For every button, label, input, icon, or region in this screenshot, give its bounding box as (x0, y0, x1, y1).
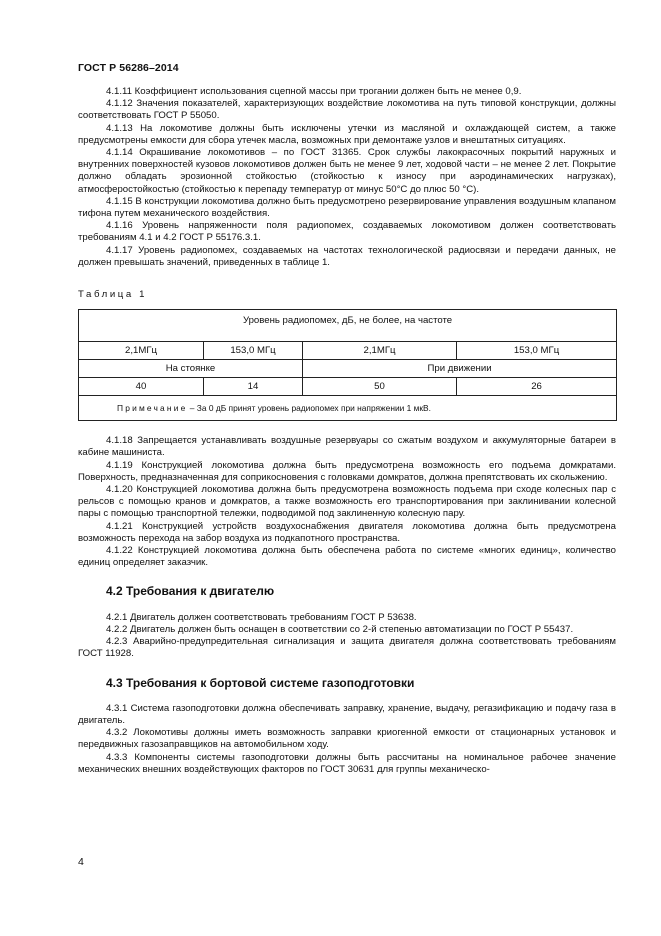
table-note-text: – За 0 дБ принят уровень радиопомех при напряжении 1 мкВ. (187, 402, 431, 413)
paragraph: 4.3.3 Компоненты системы газоподготовки должны быть рассчитаны на номинальное рабочее значение механических внешних воздействующих факторов по ГОСТ 30631 для группы механическо- (78, 751, 616, 775)
table-cell: 153,0 МГц (457, 342, 617, 360)
paragraph: 4.1.17 Уровень радиопомех, создаваемых на частотах технологической радиосвязи и передачи данных, не должен превышать значений, приведенных в таблице 1. (78, 244, 616, 268)
table-cell: 50 (303, 378, 457, 396)
table-cell: 2,1МГц (79, 342, 204, 360)
page-number: 4 (78, 856, 84, 868)
paragraph: 4.1.13 На локомотиве должны быть исключены утечки из масляной и охлаждающей систем, а также предусмотрены емкости для сбора утечек масла, возможных при демонтаже узлов и внештатных ситуациях. (78, 122, 616, 146)
paragraph: 4.1.15 В конструкции локомотива должно быть предусмотрено резервирование управления воздушным клапаном тифона путем механического воздействия. (78, 195, 616, 220)
paragraph: 4.1.11 Коэффициент использования сцепной массы при трогании должен быть не менее 0,9. (106, 86, 522, 97)
section-heading: 4.3 Требования к бортовой системе газоподготовки (106, 675, 415, 690)
table-note (79, 396, 617, 421)
paragraph: 4.1.21 Конструкцией устройств воздухоснабжения двигателя локомотива должна быть предусмотрена возможность перехода на забор воздуха из подкапотного пространства. (78, 520, 616, 544)
table-caption: Таблица 1 (78, 289, 148, 301)
table-cell: 2,1МГц (303, 342, 457, 360)
paragraph: 4.2.1 Двигатель должен соответствовать требованиям ГОСТ Р 53638. (106, 611, 417, 623)
table-note-label: Примечание (117, 402, 188, 413)
paragraph: 4.3.1 Система газоподготовки должна обеспечивать заправку, хранение, выдачу, регазификацию и подачу газа в двигатель. (78, 702, 616, 726)
table-cell: 153,0 МГц (204, 342, 303, 360)
paragraph: 4.1.14 Окрашивание локомотивов – по ГОСТ 31365. Срок службы лакокрасочных покрытий наружных и внутренних поверхностей кузовов локомотивов должен быть не менее 9 лет, ходовой части – не менее 2 лет. Покрытие должно обладать эрозионной стойкостью (стойкостью к износу при аэродинамических нагрузках), атмосферостойкостью (стойкостью к перепаду температур от минус 50°C до плюс 50 °C). (78, 147, 616, 195)
document-body (78, 86, 616, 776)
table-cell: На стоянке (79, 360, 303, 378)
document-header: ГОСТ Р 56286–2014 (78, 62, 179, 74)
paragraph: 4.2.2 Двигатель должен быть оснащен в соответствии со 2-й степенью автоматизации по ГОСТ Р 55437. (106, 623, 574, 635)
paragraph: 4.1.18 Запрещается устанавливать воздушные резервуары со сжатым воздухом и аккумуляторные батареи в кабине машиниста. (78, 435, 616, 459)
table-cell: 14 (204, 378, 303, 396)
paragraph: 4.1.16 Уровень напряженности поля радиопомех, создаваемых локомотивом должен соответствовать требованиям 4.1 и 4.2 ГОСТ Р 55176.3.1. (78, 220, 616, 244)
radio-interference-table (78, 309, 617, 421)
table-cell: При движении (303, 360, 617, 378)
paragraph: 4.1.12 Значения показателей, характеризующих воздействие локомотива на путь типовой конструкции, должны соответствовать ГОСТ Р 55050. (78, 98, 616, 122)
table-header: Уровень радиопомех, дБ, не более, на частоте (79, 310, 617, 342)
table-cell: 26 (457, 378, 617, 396)
paragraph: 4.2.3 Аварийно-предупредительная сигнализация и защита двигателя должна соответствовать требованиям ГОСТ 11928. (78, 636, 616, 660)
paragraph: 4.3.2 Локомотивы должны иметь возможность заправки криогенной емкости от стационарных установок и передвижных газозаправщиков на автомобильном ходу. (78, 727, 616, 751)
paragraph: 4.1.19 Конструкцией локомотива должна быть предусмотрена возможность его подъема домкратами. Поверхность, предназначенная для соприкосновения с головками домкратов, должна препятствовать их скольжению. (78, 459, 616, 483)
paragraph: 4.1.20 Конструкцией локомотива должна быть предусмотрена возможность подъема при сходе колесных пар с рельсов с помощью кранов и домкратов, а также возможность его транспортирования при заклинивании колесной пары с помощью транспортной тележки, подводимой под заклиненную колесную пару. (78, 484, 616, 520)
table-cell: 40 (79, 378, 204, 396)
section-heading: 4.2 Требования к двигателю (106, 584, 275, 599)
paragraph: 4.1.22 Конструкцией локомотива должна быть обеспечена работа по системе «многих единиц», количество единиц определяет заказчик. (78, 545, 616, 569)
